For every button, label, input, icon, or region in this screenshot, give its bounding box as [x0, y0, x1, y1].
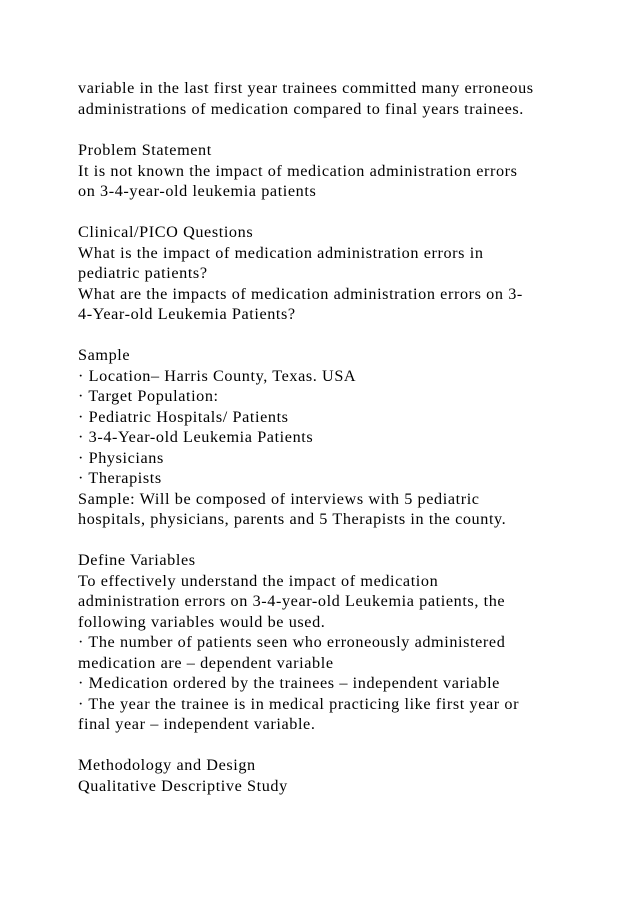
pico-line: pediatric patients? — [78, 264, 208, 282]
sample-bullet: · Therapists — [78, 469, 162, 487]
problem-statement-line: It is not known the impact of medication administration errors — [78, 162, 518, 180]
intro-line: variable in the last first year trainees committed many erroneous — [78, 79, 534, 97]
variables-line: administration errors on 3-4-year-old Leukemia patients, the — [78, 592, 506, 610]
variables-line: medication are – dependent variable — [78, 654, 334, 672]
pico-line: 4-Year-old Leukemia Patients? — [78, 305, 296, 323]
variables-heading: Define Variables — [78, 551, 196, 569]
sample-bullet: · Target Population: — [78, 387, 219, 405]
sample-line: Sample: Will be composed of interviews with 5 pediatric — [78, 490, 480, 508]
pico-heading: Clinical/PICO Questions — [78, 223, 254, 241]
problem-statement-line: on 3-4-year-old leukemia patients — [78, 182, 317, 200]
methodology-heading: Methodology and Design — [78, 756, 256, 774]
pico-line: What is the impact of medication administration errors in — [78, 244, 484, 262]
variables-line: · The number of patients seen who erroneously administered — [78, 633, 506, 651]
pico-line: What are the impacts of medication administration errors on 3- — [78, 285, 523, 303]
sample-bullet: · Location– Harris County, Texas. USA — [78, 367, 357, 385]
sample-bullet: · 3-4-Year-old Leukemia Patients — [78, 428, 314, 446]
variables-line: final year – independent variable. — [78, 715, 316, 733]
methodology-line: Qualitative Descriptive Study — [78, 777, 288, 795]
variables-line: To effectively understand the impact of medication — [78, 572, 439, 590]
sample-line: hospitals, physicians, parents and 5 Therapists in the county. — [78, 510, 507, 528]
sample-heading: Sample — [78, 346, 131, 364]
variables-line: · The year the trainee is in medical practicing like first year or — [78, 695, 520, 713]
sample-bullet: · Pediatric Hospitals/ Patients — [78, 408, 289, 426]
variables-line: · Medication ordered by the trainees – independent variable — [78, 674, 500, 692]
variables-line: following variables would be used. — [78, 613, 326, 631]
sample-bullet: · Physicians — [78, 449, 164, 467]
intro-line: administrations of medication compared to final years trainees. — [78, 100, 524, 118]
problem-statement-heading: Problem Statement — [78, 141, 212, 159]
